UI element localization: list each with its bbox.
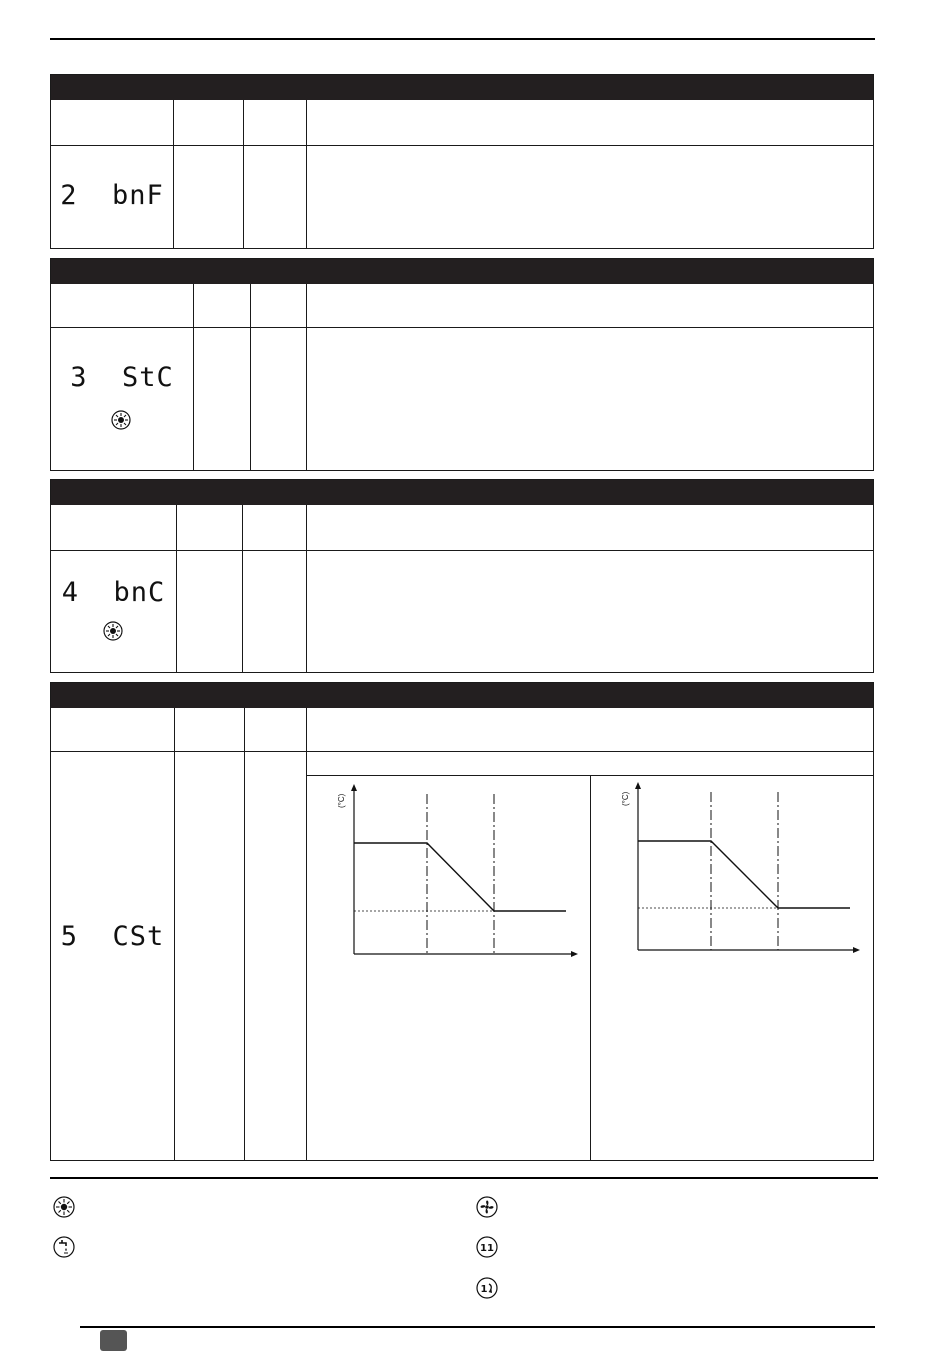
chart-divider (590, 776, 591, 1160)
column-divider (173, 100, 174, 248)
column-divider (242, 505, 243, 672)
x-axis (638, 947, 860, 953)
svg-text:1: 1 (480, 1284, 488, 1295)
setpoint-curve (354, 843, 566, 911)
section-bnf (50, 74, 874, 249)
y-axis (635, 782, 641, 950)
column-divider (193, 284, 194, 470)
column-divider (306, 100, 307, 248)
column-divider (176, 505, 177, 672)
sun-icon (103, 621, 123, 641)
faucet-icon (53, 1236, 75, 1258)
column-divider (306, 505, 307, 672)
display-code: 2 bnF (60, 180, 164, 211)
section-header-bar (51, 480, 873, 505)
y-axis-label: (°C) (621, 791, 630, 806)
column-divider (244, 708, 245, 1160)
sun-icon (111, 410, 131, 430)
chart-right (614, 778, 864, 963)
section-bnc (50, 479, 874, 673)
page-number-badge (100, 1330, 127, 1351)
bottom-rule (80, 1326, 875, 1328)
column-divider (250, 284, 251, 470)
display-code: 3 StC (70, 362, 174, 393)
y-axis-label: (°C) (337, 793, 346, 808)
column-divider (306, 284, 307, 470)
dual-pump-icon (476, 1236, 498, 1258)
chart-left (330, 778, 580, 963)
display-code: 5 CSt (60, 921, 165, 952)
header-row (51, 505, 873, 551)
column-divider (243, 100, 244, 248)
fan-icon (476, 1196, 498, 1218)
section-header-bar (51, 259, 873, 284)
setpoint-curve (638, 841, 850, 908)
svg-text:11: 11 (480, 1243, 494, 1254)
sun-icon (53, 1196, 75, 1218)
legend-rule (50, 1177, 878, 1179)
pump-cycle-icon (476, 1277, 498, 1299)
header-row (51, 100, 873, 146)
subheader-row (307, 751, 873, 776)
top-rule (50, 38, 875, 40)
header-row (51, 284, 873, 328)
section-header-bar (51, 75, 873, 100)
column-divider (174, 708, 175, 1160)
display-code: 4 bnC (61, 577, 166, 608)
section-header-bar (51, 683, 873, 708)
y-axis (351, 784, 357, 954)
section-stc (50, 258, 874, 471)
x-axis (354, 951, 578, 957)
